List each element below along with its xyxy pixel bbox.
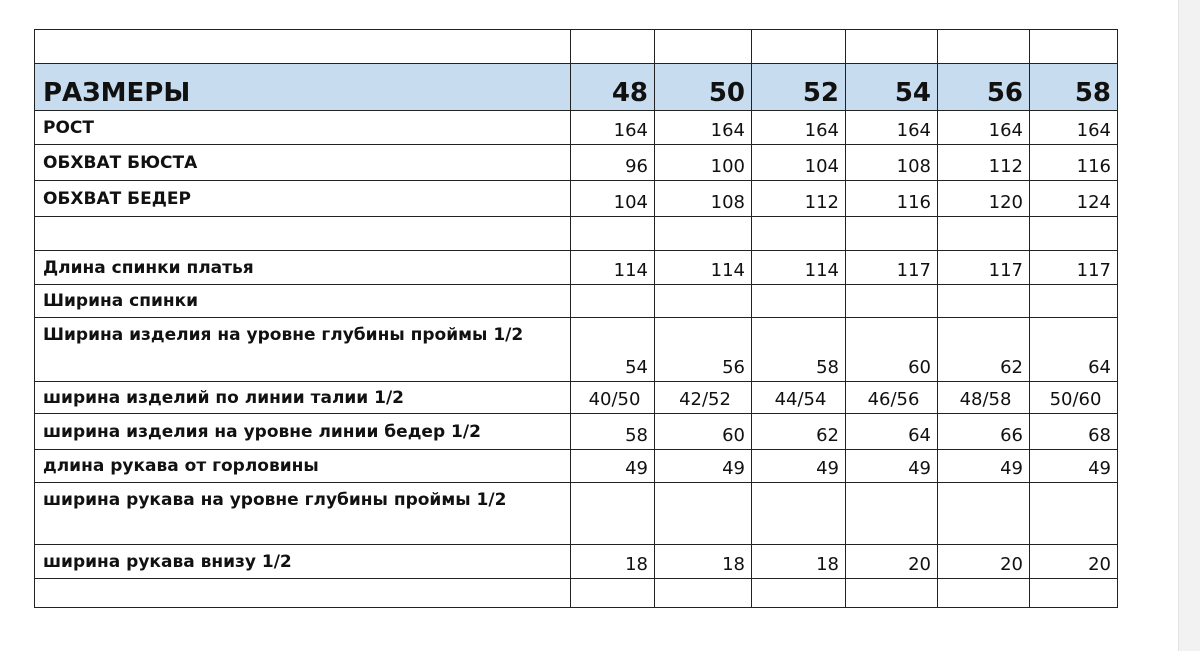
value-cell: 50/60 (1030, 382, 1118, 414)
size-header-cell: 48 (571, 64, 655, 111)
value-cell: 116 (1030, 145, 1118, 181)
value-cell: 104 (752, 145, 846, 181)
value-cell: 49 (752, 450, 846, 483)
value-cell: 46/56 (846, 382, 938, 414)
value-cell (752, 483, 846, 545)
table-row (35, 450, 1118, 483)
value-cell: 117 (1030, 251, 1118, 285)
value-cell: 49 (1030, 450, 1118, 483)
value-cell (571, 579, 655, 608)
value-cell (1030, 285, 1118, 318)
table-row (35, 382, 1118, 414)
empty-cell (655, 30, 752, 64)
size-chart-table (34, 29, 1118, 608)
value-cell (752, 579, 846, 608)
value-cell (846, 483, 938, 545)
size-header-cell: 50 (655, 64, 752, 111)
value-cell: 117 (938, 251, 1030, 285)
value-cell: 54 (571, 318, 655, 382)
value-cell: 114 (571, 251, 655, 285)
table-header-row (35, 64, 1118, 111)
value-cell (1030, 483, 1118, 545)
value-cell: 49 (655, 450, 752, 483)
table-row-top-empty (35, 30, 1118, 64)
size-header-cell: 54 (846, 64, 938, 111)
table-row (35, 318, 1118, 382)
value-cell: 49 (938, 450, 1030, 483)
table-row (35, 285, 1118, 318)
table-row (35, 145, 1118, 181)
table-row (35, 111, 1118, 145)
value-cell (1030, 579, 1118, 608)
value-cell: 164 (1030, 111, 1118, 145)
empty-cell (571, 30, 655, 64)
value-cell: 42/52 (655, 382, 752, 414)
value-cell (655, 285, 752, 318)
value-cell: 112 (938, 145, 1030, 181)
table-row (35, 545, 1118, 579)
value-cell (655, 217, 752, 251)
value-cell (1030, 217, 1118, 251)
value-cell (655, 483, 752, 545)
value-cell: 164 (938, 111, 1030, 145)
value-cell (846, 579, 938, 608)
row-label: ширина изделий по линии талии 1/2 (35, 382, 571, 414)
value-cell: 117 (846, 251, 938, 285)
row-label: Длина спинки платья (35, 251, 571, 285)
value-cell: 114 (752, 251, 846, 285)
value-cell: 164 (846, 111, 938, 145)
value-cell: 108 (846, 145, 938, 181)
value-cell: 64 (846, 414, 938, 450)
value-cell: 18 (571, 545, 655, 579)
value-cell: 49 (846, 450, 938, 483)
value-cell: 44/54 (752, 382, 846, 414)
value-cell (752, 217, 846, 251)
value-cell: 164 (655, 111, 752, 145)
row-label: ширина рукава внизу 1/2 (35, 545, 571, 579)
empty-cell (752, 30, 846, 64)
row-label: ширина изделия на уровне линии бедер 1/2 (35, 414, 571, 450)
value-cell: 20 (846, 545, 938, 579)
table-row-bottom-empty (35, 579, 1118, 608)
value-cell: 96 (571, 145, 655, 181)
value-cell (752, 285, 846, 318)
header-label: РАЗМЕРЫ (35, 64, 571, 111)
value-cell: 124 (1030, 181, 1118, 217)
value-cell: 49 (571, 450, 655, 483)
empty-cell (938, 30, 1030, 64)
value-cell: 58 (752, 318, 846, 382)
value-cell: 18 (655, 545, 752, 579)
value-cell (655, 579, 752, 608)
value-cell: 20 (938, 545, 1030, 579)
row-label: Ширина спинки (35, 285, 571, 318)
value-cell (938, 285, 1030, 318)
row-label (35, 217, 571, 251)
table-row (35, 181, 1118, 217)
value-cell: 56 (655, 318, 752, 382)
value-cell: 120 (938, 181, 1030, 217)
value-cell: 100 (655, 145, 752, 181)
value-cell: 116 (846, 181, 938, 217)
value-cell (938, 217, 1030, 251)
value-cell: 104 (571, 181, 655, 217)
table-row (35, 483, 1118, 545)
row-label: ширина рукава на уровне глубины проймы 1/2 (35, 483, 571, 545)
value-cell: 60 (846, 318, 938, 382)
value-cell: 60 (655, 414, 752, 450)
value-cell: 112 (752, 181, 846, 217)
value-cell: 62 (752, 414, 846, 450)
table-row-empty (35, 217, 1118, 251)
value-cell (571, 217, 655, 251)
value-cell: 62 (938, 318, 1030, 382)
row-label: Ширина изделия на уровне глубины проймы 1/2 (35, 318, 571, 382)
table-row (35, 251, 1118, 285)
value-cell: 48/58 (938, 382, 1030, 414)
value-cell: 164 (571, 111, 655, 145)
value-cell: 58 (571, 414, 655, 450)
row-label (35, 579, 571, 608)
value-cell: 18 (752, 545, 846, 579)
row-label: ОБХВАТ БЮСТА (35, 145, 571, 181)
size-header-cell: 52 (752, 64, 846, 111)
size-header-cell: 56 (938, 64, 1030, 111)
value-cell (846, 285, 938, 318)
value-cell: 68 (1030, 414, 1118, 450)
value-cell (571, 483, 655, 545)
value-cell (938, 483, 1030, 545)
value-cell: 66 (938, 414, 1030, 450)
value-cell (571, 285, 655, 318)
value-cell (846, 217, 938, 251)
table-row (35, 414, 1118, 450)
value-cell: 64 (1030, 318, 1118, 382)
row-label: длина рукава от горловины (35, 450, 571, 483)
empty-cell (846, 30, 938, 64)
value-cell: 108 (655, 181, 752, 217)
size-header-cell: 58 (1030, 64, 1118, 111)
empty-cell (1030, 30, 1118, 64)
value-cell: 114 (655, 251, 752, 285)
value-cell: 20 (1030, 545, 1118, 579)
empty-cell (35, 30, 571, 64)
value-cell: 164 (752, 111, 846, 145)
value-cell: 40/50 (571, 382, 655, 414)
value-cell (938, 579, 1030, 608)
page-edge-gutter (1178, 0, 1200, 651)
row-label: РОСТ (35, 111, 571, 145)
row-label: ОБХВАТ БЕДЕР (35, 181, 571, 217)
